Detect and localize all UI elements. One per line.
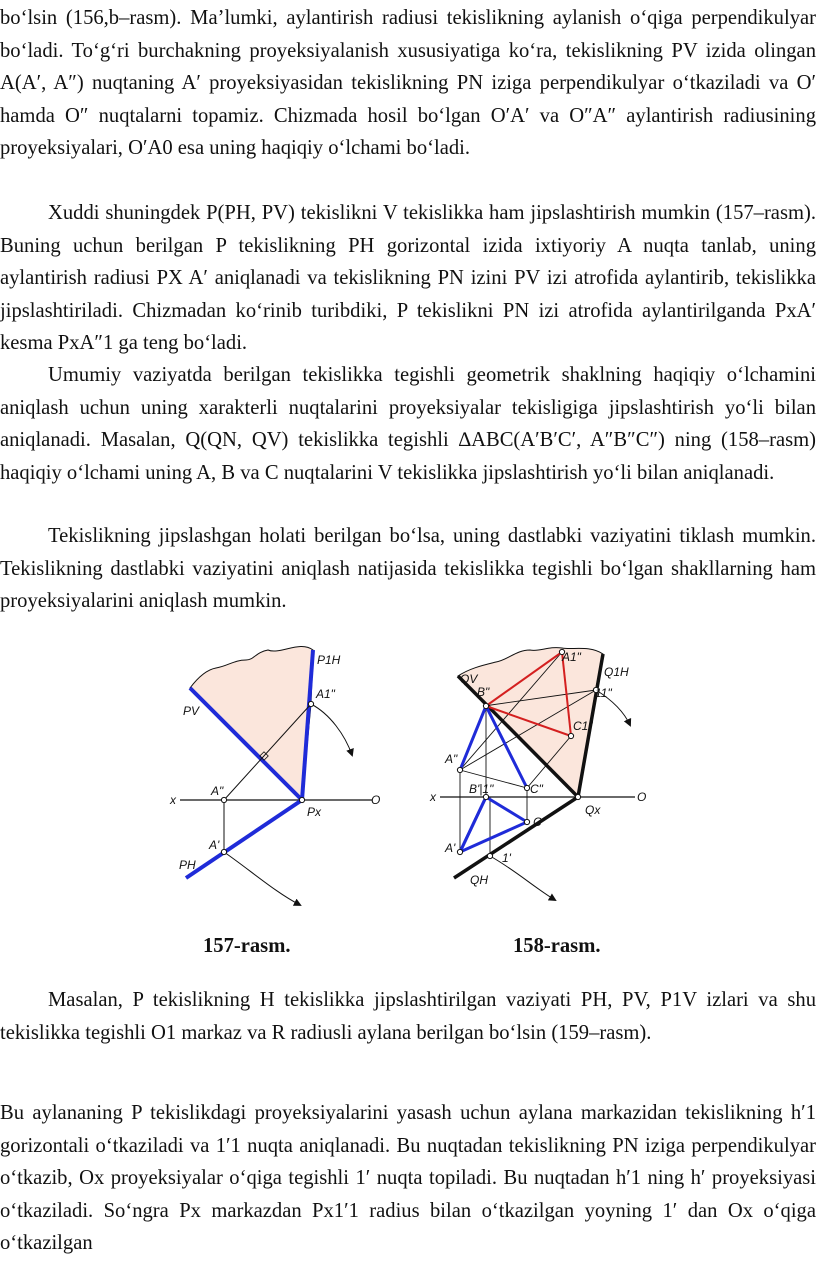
figure-158-caption: 158-rasm.	[513, 935, 601, 957]
fig158-label-x: x	[430, 790, 436, 804]
fig157-label-ph: PH	[179, 858, 196, 872]
fig158-label-app: A"	[445, 752, 458, 766]
fig157-label-px: Px	[307, 805, 322, 819]
fig158-label-bpp: B"	[477, 685, 490, 699]
fig158-rotation-arc	[490, 856, 555, 900]
paragraph-4	[0, 520, 816, 618]
fig158-label-qh: QH	[470, 873, 488, 887]
paragraph-2-text: Xuddi shuningdek P(PH, PV) tekislikni V tekislikka ham jipslashtirish mumkin (157–rasm). Buning uchun berilgan P tekislikning PH gorizontal izida ixtiyoriy A nuqta tanlab, uning aylantirish radiusi PX A′ aniqlanadi va tekislikning PN izini PV izi atrofida aylantirib, tekislikka jipslashtiriladi. Chizmadan ko‘rinib turibdiki, P tekislikni PN izi atrofida aylantirilganda PxA′ kesma PxA″1 ga teng bo‘ladi.	[0, 202, 816, 355]
fig157-point-app	[221, 797, 226, 802]
fig157-label-app: A"	[211, 784, 224, 798]
fig157-point-ap	[221, 849, 226, 854]
fig157-point-a1pp	[308, 701, 313, 706]
fig157-label-ap: A'	[209, 838, 220, 852]
fig158-qh-trace	[454, 797, 578, 878]
paragraph-6: Bu aylananing P tekislikdagi proyeksiyalarini yasash uchun aylana markazidan tekislikning h′1 gorizontali o‘tkaziladi va 1′1 nuqta aniqlanadi. Bu nuqtadan tekislikning PN iziga perpendikulyar o‘tkazib, Ox proyeksiyalar o‘qiga tegishli 1′ nuqta topiladi. Bu nuqtadan h′1 ning h′ proyeksiyasi o‘tkaziladi. So‘ngra Px markazdan Px1′1 radius bilan o‘tkazilgan yoyning 1′ dan Ox o‘qiga o‘tkazilgan	[0, 1102, 816, 1255]
fig157-label-pv: PV	[183, 704, 200, 718]
fig158-label-qx: Qx	[585, 803, 601, 817]
paragraph-1: bo‘lsin (156,b–rasm). Ma’lumki, aylantirish radiusi tekislikning aylanish o‘qiga perpendikulyar bo‘ladi. To‘g‘ri burchakning proyeksiyalanish xususiyatiga ko‘ra, tekislikning PV izida olingan A(A′, A″) nuqtaning A′ proyeksiyasidan tekislikning PN iziga perpendikulyar o‘tkaziladi va O′ hamda O″ nuqtalarni topamiz. Chizmada hosil bo‘lgan O′A′ va O″A″ aylantirish radiusining proyeksiyalari, O′A0 esa uning haqiqiy o‘lchami bo‘ladi.	[0, 7, 816, 160]
fig158-label-11pp: 11"	[595, 686, 612, 700]
fig158-label-c1pp: C1"	[573, 719, 593, 733]
fig158-label-o: O	[637, 790, 647, 804]
fig158-label-cpp: C"	[530, 782, 543, 796]
paragraph-2	[0, 197, 816, 360]
figure-158	[429, 648, 646, 900]
figures	[0, 628, 816, 928]
paragraph-3	[0, 359, 816, 489]
fig157-rotation-arc	[224, 852, 300, 905]
fig157-label-o: O	[371, 793, 381, 807]
fig157-point-px	[299, 797, 304, 802]
paragraph-5-text: Masalan, P tekislikning H tekislikka jipslashtirilgan vaziyati PH, PV, P1V izlari va shu tekislikka tegishli O1 markaz va R radiusli aylana berilgan bo‘lsin (159–rasm).	[0, 989, 816, 1044]
paragraph-4-text: Tekislikning jipslashgan holati berilgan bo‘lsa, uning dastlabki vaziyatini tiklash mumkin. Tekislikning dastlabki vaziyatini aniqlash natijasida tekislikka tegishli bo‘lgan shakllarning ham proyeksiyalarini aniqlash mumkin.	[0, 525, 816, 613]
fig158-label-ap: A'	[445, 841, 456, 855]
fig157-rotated-plane-fill	[190, 646, 313, 800]
figure-157	[169, 646, 380, 905]
paragraph-5	[0, 984, 816, 1049]
fig157-label-x: x	[170, 793, 176, 807]
fig158-label-bp1pp: B'|1"	[469, 782, 494, 796]
fig158-label-cp: C'	[533, 815, 544, 829]
figure-157-caption: 157-rasm.	[203, 935, 291, 957]
fig158-label-1p: 1'	[502, 851, 511, 865]
fig158-label-qv: QV	[460, 672, 478, 686]
paragraph-3-text: Umumiy vaziyatda berilgan tekislikka tegishli geometrik shaklning haqiqiy o‘lchamini aniqlash uchun uning xarakterli nuqtalarini proyeksiyalar tekisligiga jipslashtirish yo‘li bilan aniqlanadi. Masalan, Q(QN, QV) tekislikka tegishli ∆ABC(A′B′C′, A″B″C″) ning (158–rasm) haqiqiy o‘lchami uning A, B va C nuqtalarini V tekislikka jipslashtirish yo‘li bilan aniqlanadi.	[0, 364, 816, 484]
fig157-label-p1h: P1H	[317, 653, 341, 667]
fig157-rotation-arc-2	[311, 704, 352, 755]
fig158-label-a1pp: A1"	[562, 650, 581, 664]
fig157-label-a1pp: A1"	[316, 687, 335, 701]
fig158-label-q1h: Q1H	[604, 665, 629, 679]
